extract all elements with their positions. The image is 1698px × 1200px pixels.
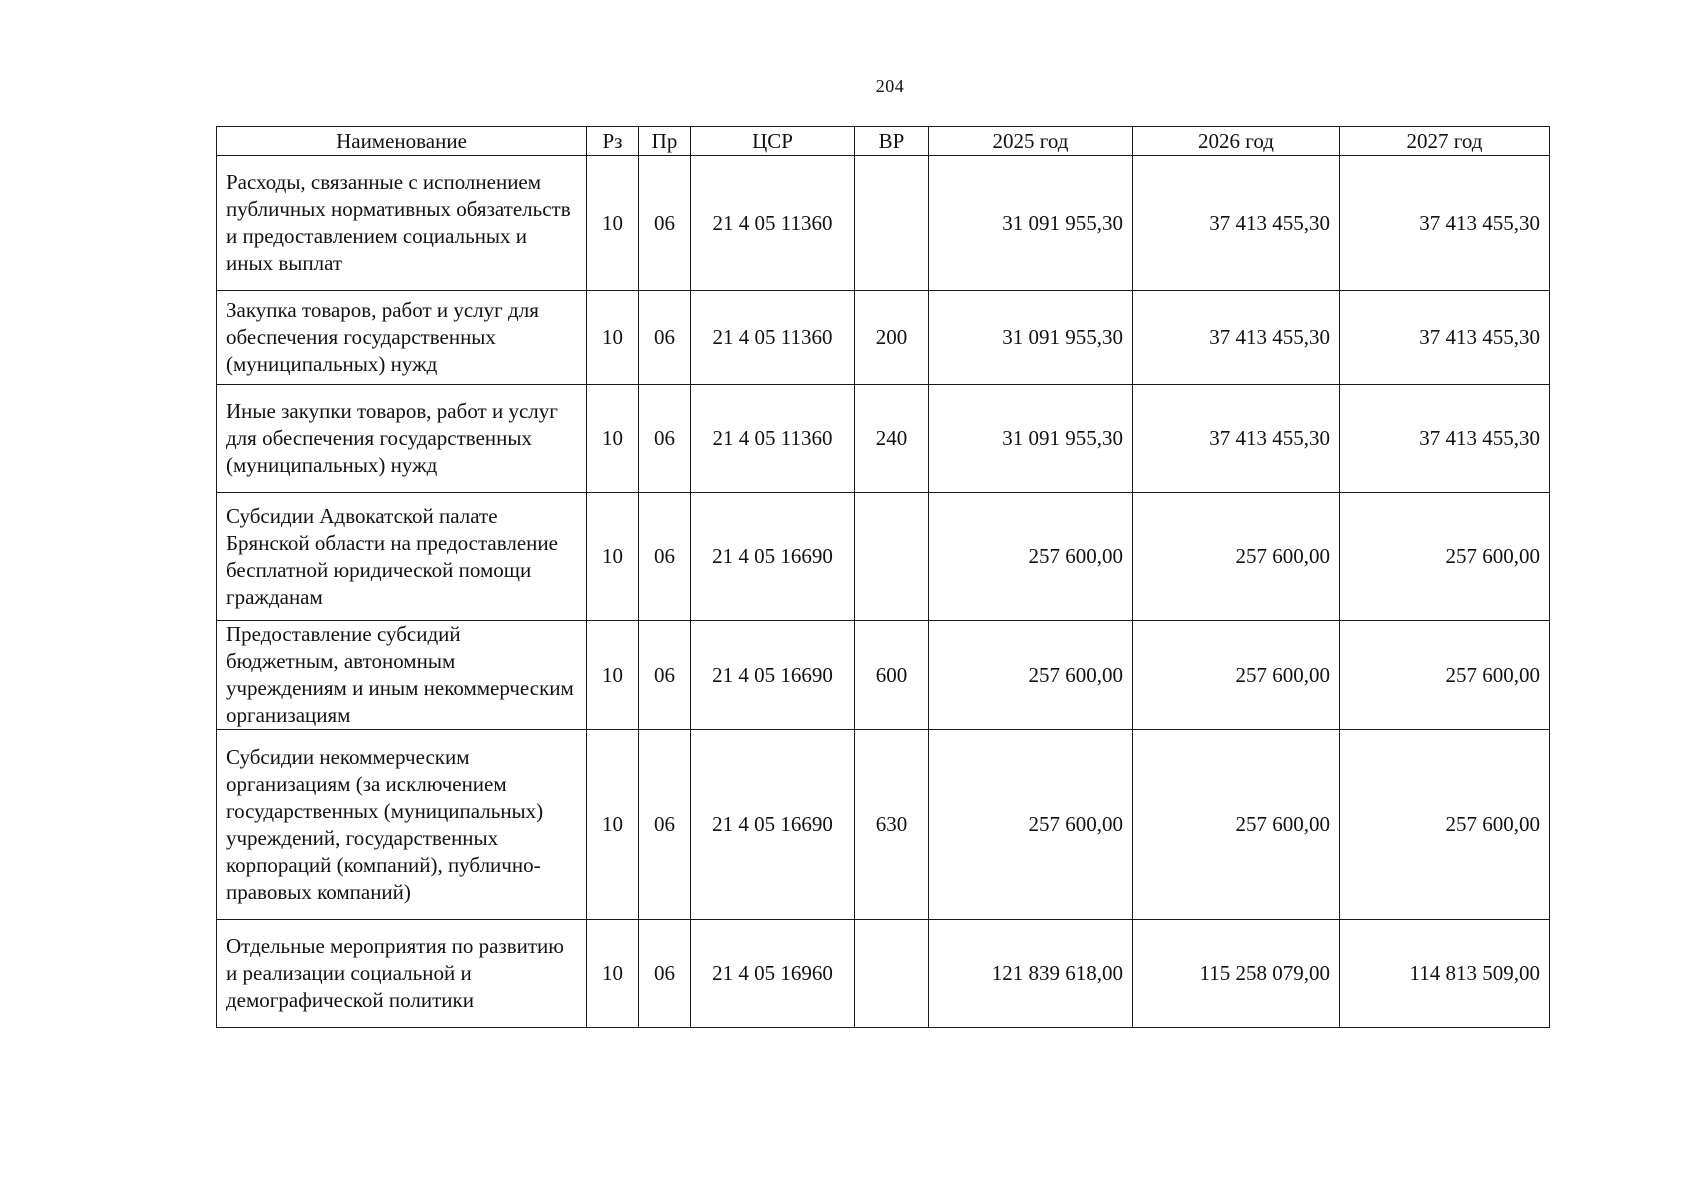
row-2026: 115 258 079,00 (1133, 920, 1340, 1028)
header-pr: Пр (639, 127, 691, 156)
row-pr: 06 (639, 730, 691, 920)
row-name: Предоставление субсидий бюджетным, автономным учреждениям и иным некоммерческим организациям (217, 621, 587, 730)
row-2027: 37 413 455,30 (1340, 291, 1550, 385)
row-vr: 630 (855, 730, 929, 920)
row-pr: 06 (639, 156, 691, 291)
row-2025: 121 839 618,00 (929, 920, 1133, 1028)
page-number: 204 (875, 76, 905, 96)
row-2027: 257 600,00 (1340, 493, 1550, 621)
header-vr: ВР (855, 127, 929, 156)
row-2025: 31 091 955,30 (929, 156, 1133, 291)
row-csr: 21 4 05 16690 (691, 621, 855, 730)
row-2025: 31 091 955,30 (929, 385, 1133, 493)
row-vr: 600 (855, 621, 929, 730)
header-rz: Рз (587, 127, 639, 156)
row-vr: 200 (855, 291, 929, 385)
row-2026: 257 600,00 (1133, 730, 1340, 920)
table-row (217, 385, 1550, 493)
row-2025: 257 600,00 (929, 621, 1133, 730)
row-rz: 10 (587, 156, 639, 291)
table-row (217, 920, 1550, 1028)
row-pr: 06 (639, 385, 691, 493)
row-rz: 10 (587, 291, 639, 385)
row-csr: 21 4 05 11360 (691, 156, 855, 291)
row-2025: 257 600,00 (929, 730, 1133, 920)
row-csr: 21 4 05 11360 (691, 385, 855, 493)
header-2025: 2025 год (929, 127, 1133, 156)
row-2027: 114 813 509,00 (1340, 920, 1550, 1028)
row-rz: 10 (587, 385, 639, 493)
row-name: Субсидии некоммерческим организациям (за исключением государственных (муниципальных) учреждений, государственных корпораций (компаний), публично-правовых компаний) (217, 730, 587, 920)
row-2026: 257 600,00 (1133, 493, 1340, 621)
row-pr: 06 (639, 920, 691, 1028)
header-2026: 2026 год (1133, 127, 1340, 156)
row-2026: 37 413 455,30 (1133, 291, 1340, 385)
header-name: Наименование (217, 127, 587, 156)
row-pr: 06 (639, 291, 691, 385)
row-rz: 10 (587, 621, 639, 730)
row-2025: 257 600,00 (929, 493, 1133, 621)
row-name: Расходы, связанные с исполнением публичных нормативных обязательств и предоставлением социальных и иных выплат (217, 156, 587, 291)
table-row (217, 621, 1550, 730)
row-rz: 10 (587, 730, 639, 920)
row-2027: 37 413 455,30 (1340, 385, 1550, 493)
row-2026: 257 600,00 (1133, 621, 1340, 730)
table-header-row (217, 127, 1550, 156)
table-row (217, 291, 1550, 385)
row-vr: 240 (855, 385, 929, 493)
header-2027: 2027 год (1340, 127, 1550, 156)
table-row (217, 156, 1550, 291)
row-rz: 10 (587, 920, 639, 1028)
row-csr: 21 4 05 16690 (691, 730, 855, 920)
row-rz: 10 (587, 493, 639, 621)
row-2027: 37 413 455,30 (1340, 156, 1550, 291)
row-name: Отдельные мероприятия по развитию и реализации социальной и демографической политики (217, 920, 587, 1028)
budget-table (216, 126, 1550, 1028)
row-csr: 21 4 05 16960 (691, 920, 855, 1028)
header-csr: ЦСР (691, 127, 855, 156)
row-2026: 37 413 455,30 (1133, 156, 1340, 291)
table-row (217, 493, 1550, 621)
row-2027: 257 600,00 (1340, 730, 1550, 920)
table-row (217, 730, 1550, 920)
row-csr: 21 4 05 16690 (691, 493, 855, 621)
row-name: Иные закупки товаров, работ и услуг для обеспечения государственных (муниципальных) нужд (217, 385, 587, 493)
row-2025: 31 091 955,30 (929, 291, 1133, 385)
row-2027: 257 600,00 (1340, 621, 1550, 730)
row-vr (855, 156, 929, 291)
row-name: Закупка товаров, работ и услуг для обеспечения государственных (муниципальных) нужд (217, 291, 587, 385)
row-pr: 06 (639, 493, 691, 621)
row-name: Субсидии Адвокатской палате Брянской области на предоставление бесплатной юридической помощи гражданам (217, 493, 587, 621)
row-2026: 37 413 455,30 (1133, 385, 1340, 493)
row-vr (855, 920, 929, 1028)
row-csr: 21 4 05 11360 (691, 291, 855, 385)
row-vr (855, 493, 929, 621)
row-pr: 06 (639, 621, 691, 730)
